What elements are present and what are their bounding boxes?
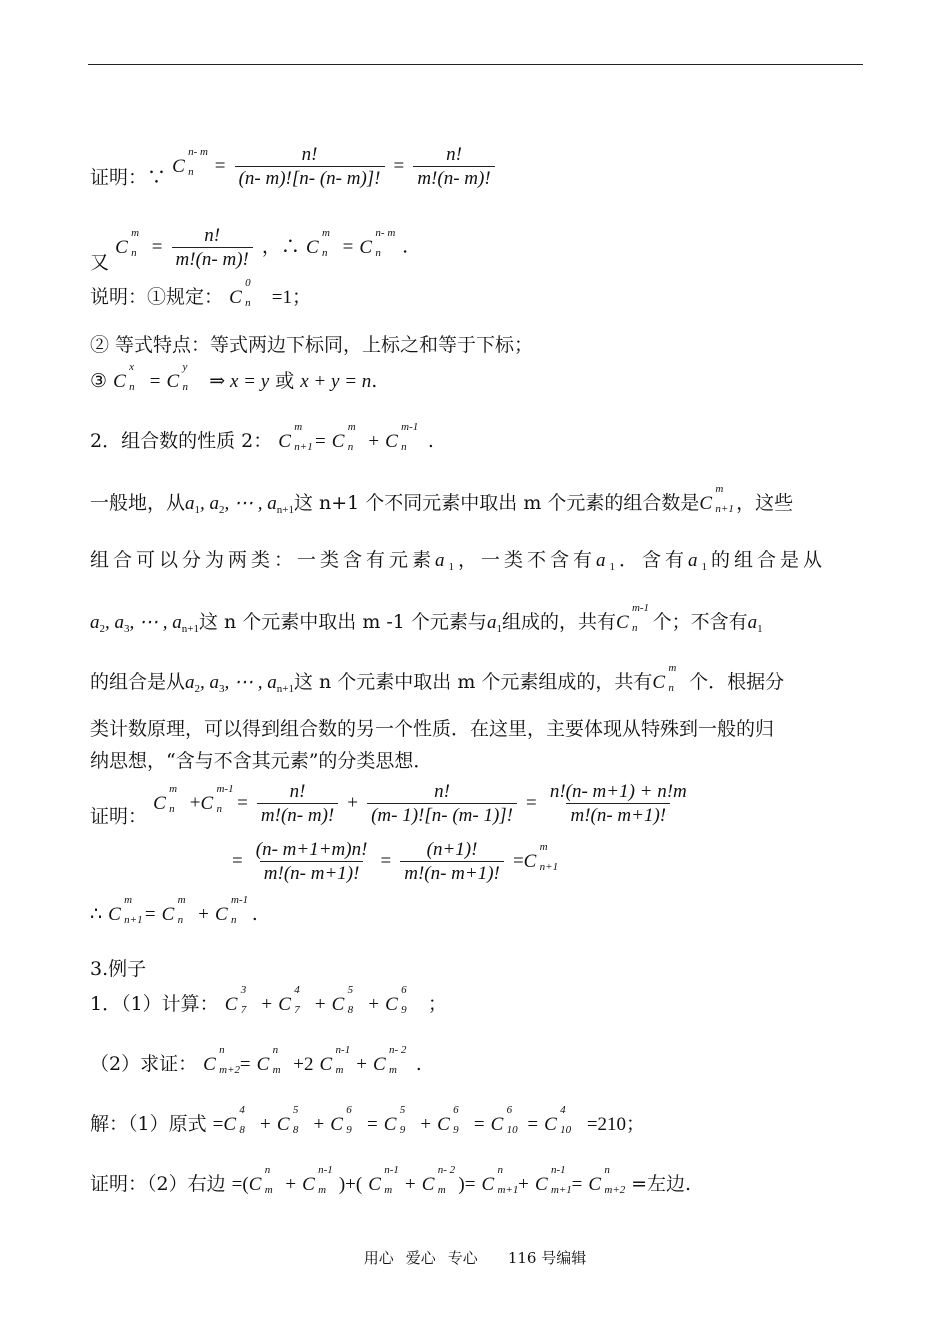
para-line-2: 组合可以分为两类：一类含有元素$a_1$，一类不含有$a_1$．含有$a_1$的组合是从 — [90, 549, 827, 573]
note-2: ② 等式特点：等式两边下标同，上标之和等于下标； — [90, 334, 534, 356]
section-3: 3.例子 — [90, 958, 147, 980]
proof-2: 又 C m n = $\frac{n!}{m!(n- m)!}$ ，∴ C m n = C n- m n . — [90, 225, 409, 274]
proof-1: 证明：∵ C n- m n = $\frac{n!}{(n- m)![n- (n- m)]!}$ = $\frac{n!}{m!(n- m)!}$ — [90, 145, 498, 188]
example-1: 1．（1）计算： C 3 7 + C 4 7 + C 5 8 + C 6 9 ； — [90, 984, 447, 1016]
para-line-3: $a_2$, $a_3$, ⋯ , $a_{n+1}$这 n 个元素中取出 m -1 个元素与$a_1$组成的，共有C m-1 n 个；不含有$a_1$ — [90, 602, 763, 635]
conclusion: ∴ C m n+1 = C m n + C m-1 n . — [90, 894, 258, 926]
note-3: ③ C x n = C y n ⇒ x = y 或 x + y = n. — [90, 361, 378, 393]
note-1: 说明：①规定： C 0 n =1； — [90, 277, 312, 309]
proof-3-line-2: = $\frac{(n- m+1+m)n!}{m!(n- m+1)!}$ = $\frac{(n+1)!}{m!(n- m+1)!}$ =C m n+1 — [232, 839, 559, 884]
solution-2: 证明：（2）右边 =(C n m + C n-1 m )+( C n-1 m + C n- 2 m )= C n m+1 + C n-1 m+1 = C n m+2 =左边. — [90, 1164, 692, 1196]
para-line-4: 的组合是从$a_2$, $a_3$, ⋯ , $a_{n+1}$这 n 个元素中取出 m 个元素组成的，共有C m n 个．根据分 — [90, 662, 785, 695]
para-line-6: 纳思想，“含与不含其元素”的分类思想． — [90, 750, 433, 772]
page-footer: 用心 爱心 专心 116 号编辑 — [363, 1249, 587, 1267]
example-2: （2）求证： C n m+2 = C n m +2 C n-1 m + C n- 2 m . — [90, 1044, 422, 1076]
comb-symbol: C n- m n — [172, 145, 208, 178]
property-2: 2．组合数的性质 2： C m n+1 = C m n + C m-1 n . — [90, 421, 434, 453]
header-rule — [88, 64, 863, 65]
solution-1: 解：（1）原式 =C 4 8 + C 5 8 + C 6 9 = C 5 9 + C 6 9 = C 6 10 = C 4 10 =210； — [90, 1104, 646, 1136]
proof-3-line-1: 证明： C m n +C m-1 n = $\frac{n!}{m!(n- m)!}$ + $\frac{n!}{(m- 1)![n- (m- 1)]!}$ = $\frac{n!(n- m+1) + n!m}{m!(n- m+1)!}$ — [90, 781, 687, 828]
para-line-1: 一般地，从$a_1$, $a_2$, ⋯ , $a_{n+1}$这 n+1 个不同元素中取出 m 个元素的组合数是C m n+1 ，这些 — [90, 483, 794, 516]
para-line-5: 类计数原理，可以得到组合数的另一个性质．在这里，主要体现从特殊到一般的归 — [90, 718, 775, 740]
